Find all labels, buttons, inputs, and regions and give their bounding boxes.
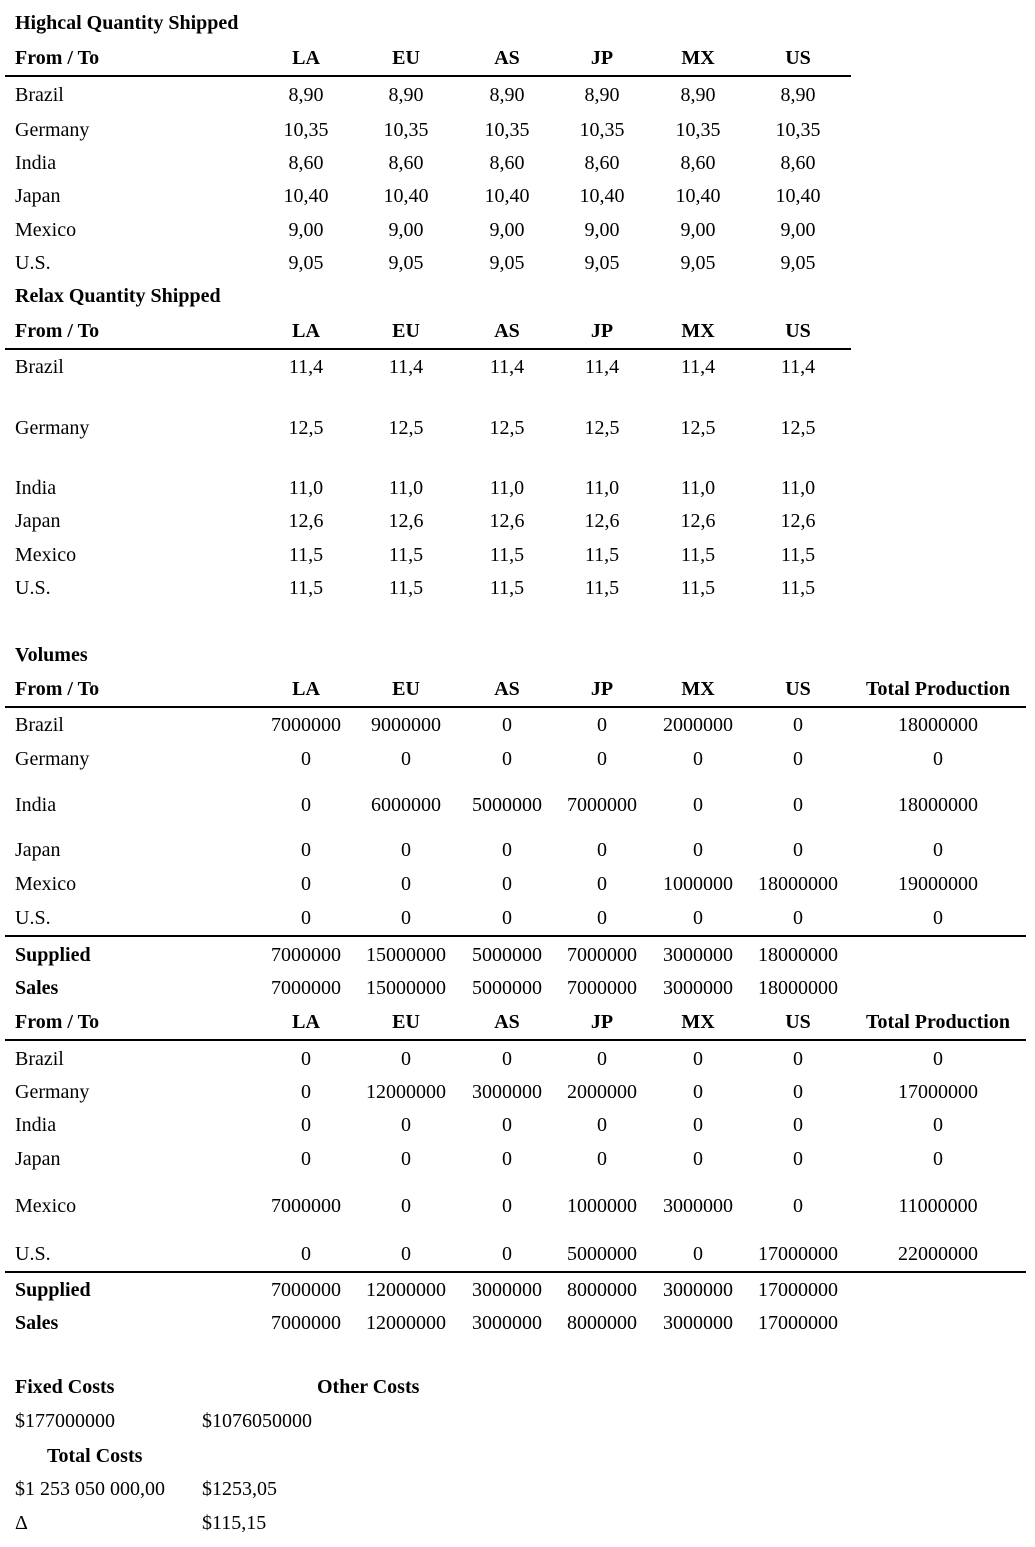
sales-cell: 7000000 [567,977,637,999]
data-cell: 3000000 [663,1195,733,1217]
data-cell: 10,35 [775,119,821,141]
volumes2-total-rule [5,1271,1026,1273]
data-cell: 0 [401,1048,411,1070]
header-from-to: From / To [15,1011,100,1033]
data-cell: 10,35 [675,119,721,141]
row-label: India [15,794,57,816]
header-from-to: From / To [15,320,100,342]
data-cell: 8,60 [780,152,816,174]
data-cell: 0 [793,1148,803,1170]
sales-label: Sales [15,1312,59,1334]
row-label: India [15,152,57,174]
data-cell: 0 [793,1114,803,1136]
data-cell: 0 [597,1114,607,1136]
data-cell: 12,6 [680,510,716,532]
data-cell: 0 [401,907,411,929]
data-cell: 8,60 [584,152,620,174]
data-cell: 9,00 [489,219,525,241]
data-cell: 9,05 [680,252,716,274]
data-cell: 0 [301,907,311,929]
sales-cell: 18000000 [758,977,838,999]
header-from-to: From / To [15,47,100,69]
supplied-cell: 7000000 [271,1279,341,1301]
data-cell: 9,05 [780,252,816,274]
data-cell: 12,6 [288,510,324,532]
data-cell: 0 [693,1048,703,1070]
data-cell: 10,35 [484,119,530,141]
header-from-to: From / To [15,678,100,700]
delta-label: Δ [15,1512,28,1534]
row-label: Mexico [15,544,77,566]
sales-cell: 3000000 [472,1312,542,1334]
header-col-la: LA [292,1011,320,1033]
data-cell: 11,4 [388,356,424,378]
data-cell: 0 [693,1114,703,1136]
data-cell: 11,0 [680,477,716,499]
supplied-cell: 3000000 [472,1279,542,1301]
row-label: Germany [15,417,90,439]
header-col-jp: JP [590,47,614,69]
data-cell: 8,90 [680,84,716,106]
data-cell: 11,0 [780,477,816,499]
data-cell: 10,40 [383,185,429,207]
header-col-as: AS [494,1011,520,1033]
data-cell: 8,90 [388,84,424,106]
data-cell: 0 [502,873,512,895]
data-cell: 0 [301,1148,311,1170]
data-cell: 0 [793,748,803,770]
total-costs-short: $1253,05 [202,1478,277,1500]
data-cell: 0 [693,1243,703,1265]
relax-title: Relax Quantity Shipped [15,285,221,307]
volumes2-header-rule [5,1039,1026,1041]
row-label: U.S. [15,252,51,274]
data-cell: 12,6 [780,510,816,532]
data-cell: 0 [502,839,512,861]
data-cell: 0 [502,714,512,736]
data-cell: 12,6 [584,510,620,532]
header-col-eu: EU [392,47,420,69]
header-col-as: AS [494,47,520,69]
data-cell: 0 [793,1048,803,1070]
supplied-cell: 7000000 [271,944,341,966]
data-cell: 0 [301,748,311,770]
supplied-cell: 15000000 [366,944,446,966]
total-cell: 0 [933,1114,943,1136]
total-cell: 22000000 [898,1243,978,1265]
data-cell: 8,90 [489,84,525,106]
data-cell: 0 [793,794,803,816]
supplied-cell: 7000000 [567,944,637,966]
highcal-header-rule [5,75,851,77]
sales-cell: 17000000 [758,1312,838,1334]
row-label: Mexico [15,219,77,241]
data-cell: 0 [693,1081,703,1103]
data-cell: 0 [301,794,311,816]
data-cell: 11,4 [680,356,716,378]
data-cell: 0 [597,907,607,929]
total-cell: 18000000 [898,714,978,736]
data-cell: 9,05 [388,252,424,274]
row-label: U.S. [15,1243,51,1265]
sales-cell: 7000000 [271,977,341,999]
row-label: Brazil [15,356,64,378]
data-cell: 0 [401,1114,411,1136]
data-cell: 12,5 [584,417,620,439]
data-cell: 9,00 [388,219,424,241]
data-cell: 10,40 [675,185,721,207]
header-col-as: AS [494,678,520,700]
data-cell: 12,5 [780,417,816,439]
data-cell: 11,5 [288,544,324,566]
data-cell: 0 [597,839,607,861]
data-cell: 0 [693,794,703,816]
data-cell: 11,0 [388,477,424,499]
sales-cell: 5000000 [472,977,542,999]
data-cell: 0 [693,839,703,861]
supplied-cell: 5000000 [472,944,542,966]
data-cell: 8,60 [680,152,716,174]
sales-cell: 12000000 [366,1312,446,1334]
row-label: Germany [15,119,90,141]
row-label: Japan [15,1148,61,1170]
data-cell: 0 [301,1081,311,1103]
data-cell: 9,00 [780,219,816,241]
data-cell: 10,40 [775,185,821,207]
data-cell: 12,5 [288,417,324,439]
row-label: Brazil [15,1048,64,1070]
data-cell: 0 [401,839,411,861]
total-costs-value: $1 253 050 000,00 [15,1478,165,1500]
total-cell: 0 [933,1048,943,1070]
data-cell: 10,40 [579,185,625,207]
data-cell: 0 [597,1148,607,1170]
data-cell: 0 [693,748,703,770]
data-cell: 6000000 [371,794,441,816]
total-cell: 0 [933,748,943,770]
data-cell: 0 [301,1048,311,1070]
total-costs-label: Total Costs [47,1445,143,1467]
row-label: Brazil [15,714,64,736]
data-cell: 0 [401,1195,411,1217]
header-col-eu: EU [392,1011,420,1033]
delta-value: $115,15 [202,1512,267,1534]
data-cell: 0 [793,1195,803,1217]
data-cell: 9,05 [584,252,620,274]
header-col-us: US [785,678,811,700]
row-label: Germany [15,1081,90,1103]
data-cell: 9,00 [680,219,716,241]
data-cell: 0 [502,1243,512,1265]
data-cell: 9000000 [371,714,441,736]
data-cell: 10,35 [283,119,329,141]
data-cell: 10,40 [484,185,530,207]
supplied-label: Supplied [15,944,91,966]
data-cell: 11,5 [680,544,716,566]
header-col-jp: JP [590,678,614,700]
data-cell: 11,4 [584,356,620,378]
data-cell: 8,60 [288,152,324,174]
data-cell: 12,6 [489,510,525,532]
supplied-cell: 18000000 [758,944,838,966]
data-cell: 0 [502,1048,512,1070]
header-total-production: Total Production [866,1011,1010,1033]
data-cell: 2000000 [567,1081,637,1103]
data-cell: 0 [793,907,803,929]
data-cell: 0 [597,748,607,770]
data-cell: 11,5 [680,577,716,599]
sales-cell: 3000000 [663,1312,733,1334]
fixed-costs-label: Fixed Costs [15,1376,115,1398]
data-cell: 7000000 [567,794,637,816]
data-cell: 0 [793,1081,803,1103]
data-cell: 5000000 [472,794,542,816]
data-cell: 9,00 [584,219,620,241]
sales-cell: 15000000 [366,977,446,999]
data-cell: 11,5 [584,544,620,566]
data-cell: 10,40 [283,185,329,207]
header-col-mx: MX [681,1011,715,1033]
row-label: Mexico [15,873,77,895]
data-cell: 9,00 [288,219,324,241]
total-cell: 0 [933,839,943,861]
header-col-eu: EU [392,678,420,700]
data-cell: 11,4 [489,356,525,378]
total-cell: 18000000 [898,794,978,816]
data-cell: 0 [401,873,411,895]
sales-label: Sales [15,977,59,999]
data-cell: 2000000 [663,714,733,736]
data-cell: 7000000 [271,714,341,736]
header-col-la: LA [292,320,320,342]
row-label: Japan [15,839,61,861]
data-cell: 0 [401,1243,411,1265]
total-cell: 17000000 [898,1081,978,1103]
data-cell: 12,6 [388,510,424,532]
other-costs-label: Other Costs [317,1376,420,1398]
data-cell: 1000000 [567,1195,637,1217]
total-cell: 0 [933,1148,943,1170]
data-cell: 0 [401,748,411,770]
data-cell: 0 [502,1114,512,1136]
relax-header-rule [5,348,851,350]
supplied-cell: 3000000 [663,1279,733,1301]
data-cell: 0 [793,714,803,736]
data-cell: 0 [301,1243,311,1265]
volumes1-header-rule [5,706,1026,708]
data-cell: 11,5 [489,544,525,566]
row-label: Mexico [15,1195,77,1217]
header-col-us: US [785,320,811,342]
data-cell: 11,0 [584,477,620,499]
supplied-cell: 12000000 [366,1279,446,1301]
data-cell: 8,60 [388,152,424,174]
data-cell: 0 [502,907,512,929]
data-cell: 9,05 [288,252,324,274]
sales-cell: 7000000 [271,1312,341,1334]
header-col-as: AS [494,320,520,342]
data-cell: 8,90 [584,84,620,106]
row-label: Japan [15,185,61,207]
data-cell: 1000000 [663,873,733,895]
header-col-us: US [785,47,811,69]
data-cell: 0 [597,714,607,736]
row-label: U.S. [15,907,51,929]
data-cell: 0 [502,1195,512,1217]
data-cell: 11,5 [489,577,525,599]
data-cell: 8,90 [288,84,324,106]
data-cell: 11,5 [288,577,324,599]
data-cell: 0 [301,873,311,895]
row-label: India [15,1114,57,1136]
row-label: Japan [15,510,61,532]
volumes-title: Volumes [15,644,88,666]
data-cell: 3000000 [472,1081,542,1103]
supplied-label: Supplied [15,1279,91,1301]
data-cell: 9,05 [489,252,525,274]
total-cell: 0 [933,907,943,929]
highcal-title: Highcal Quantity Shipped [15,12,239,34]
data-cell: 12,5 [489,417,525,439]
data-cell: 11,0 [288,477,324,499]
row-label: India [15,477,57,499]
data-cell: 8,90 [780,84,816,106]
supplied-cell: 3000000 [663,944,733,966]
fixed-costs-value: $177000000 [15,1410,115,1432]
data-cell: 11,4 [780,356,816,378]
data-cell: 11,0 [489,477,525,499]
header-col-la: LA [292,678,320,700]
volumes1-total-rule [5,935,1026,937]
header-col-eu: EU [392,320,420,342]
header-col-la: LA [292,47,320,69]
data-cell: 11,5 [584,577,620,599]
data-cell: 12,5 [388,417,424,439]
row-label: Brazil [15,84,64,106]
header-col-mx: MX [681,47,715,69]
supplied-cell: 8000000 [567,1279,637,1301]
total-cell: 11000000 [898,1195,978,1217]
data-cell: 10,35 [383,119,429,141]
data-cell: 10,35 [579,119,625,141]
data-cell: 0 [793,839,803,861]
data-cell: 0 [502,1148,512,1170]
data-cell: 11,5 [780,544,816,566]
data-cell: 11,4 [288,356,324,378]
data-cell: 0 [301,839,311,861]
sales-cell: 3000000 [663,977,733,999]
data-cell: 0 [693,1148,703,1170]
row-label: U.S. [15,577,51,599]
row-label: Germany [15,748,90,770]
data-cell: 8,60 [489,152,525,174]
data-cell: 17000000 [758,1243,838,1265]
data-cell: 18000000 [758,873,838,895]
data-cell: 0 [597,873,607,895]
header-col-mx: MX [681,320,715,342]
total-cell: 19000000 [898,873,978,895]
other-costs-value: $1076050000 [202,1410,312,1432]
header-col-mx: MX [681,678,715,700]
header-total-production: Total Production [866,678,1010,700]
header-col-us: US [785,1011,811,1033]
data-cell: 0 [693,907,703,929]
data-cell: 11,5 [780,577,816,599]
data-cell: 0 [301,1114,311,1136]
data-cell: 0 [502,748,512,770]
header-col-jp: JP [590,1011,614,1033]
sales-cell: 8000000 [567,1312,637,1334]
data-cell: 11,5 [388,544,424,566]
data-cell: 12000000 [366,1081,446,1103]
data-cell: 5000000 [567,1243,637,1265]
data-cell: 11,5 [388,577,424,599]
data-cell: 0 [401,1148,411,1170]
data-cell: 0 [597,1048,607,1070]
data-cell: 7000000 [271,1195,341,1217]
data-cell: 12,5 [680,417,716,439]
header-col-jp: JP [590,320,614,342]
supplied-cell: 17000000 [758,1279,838,1301]
